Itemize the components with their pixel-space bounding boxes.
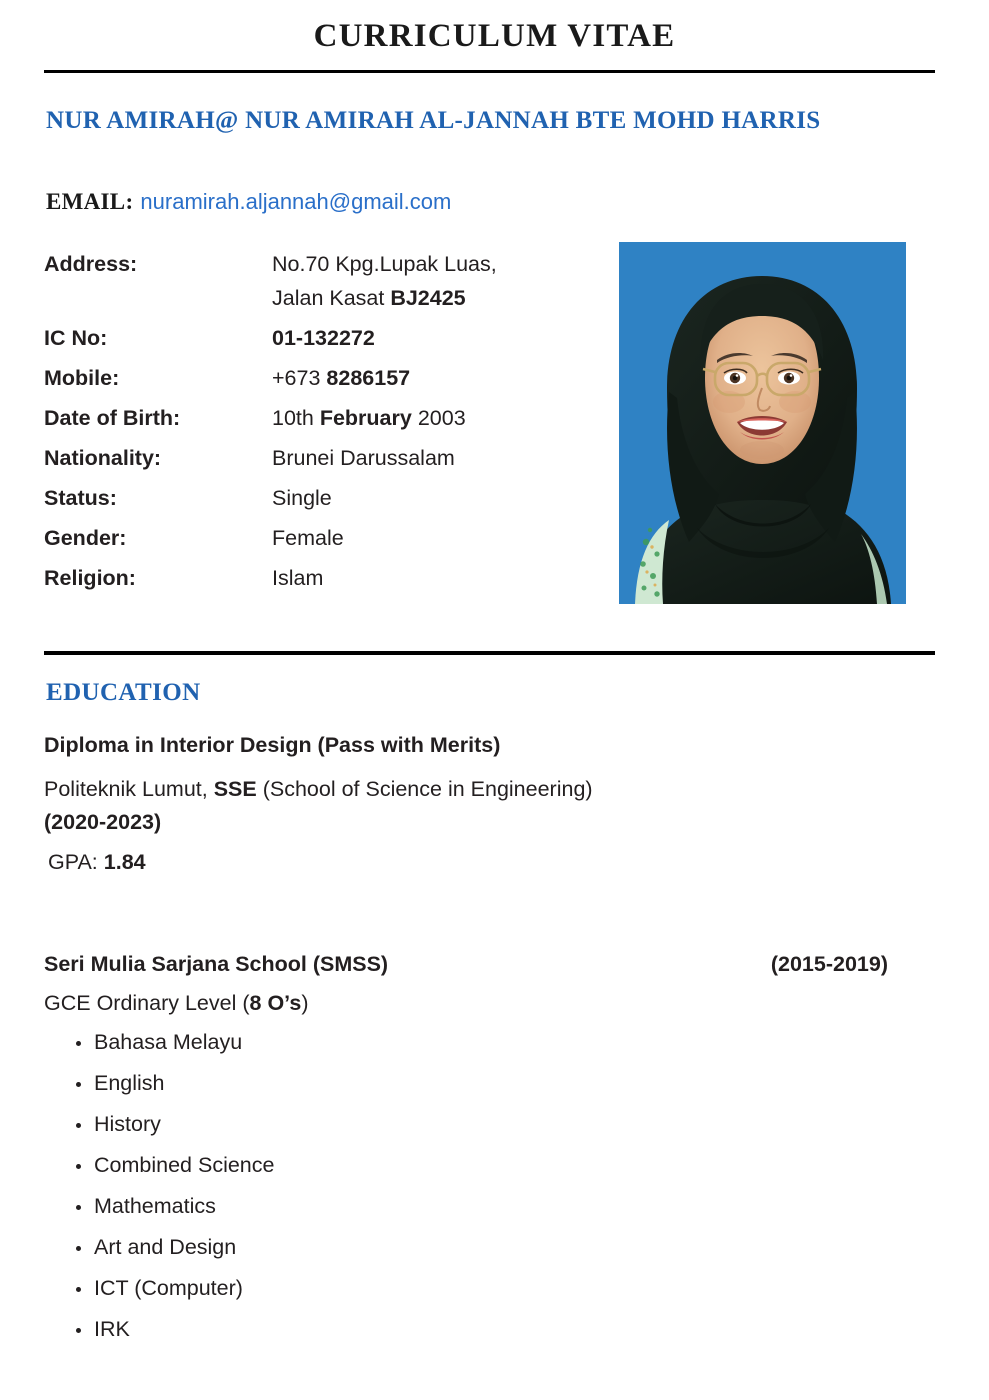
qualification-close: ) [301, 991, 309, 1015]
school-header-row [44, 948, 888, 980]
list-item: Bahasa Melayu [44, 1022, 888, 1063]
education-entry-diploma [44, 730, 924, 878]
mobile-country-code: +673 [272, 366, 327, 390]
degree-title: Diploma in Interior Design (Pass with Merits) [44, 733, 501, 757]
school-name: Seri Mulia Sarjana School (SMSS) [44, 952, 389, 976]
detail-row-gender [44, 521, 604, 555]
detail-label: Gender: [44, 526, 127, 550]
detail-row-status [44, 481, 604, 515]
institution-expansion: (School of Science in Engineering) [256, 777, 593, 801]
detail-label: IC No: [44, 326, 108, 350]
mobile-number: 8286157 [326, 366, 411, 390]
institution-main: Politeknik Lumut, [44, 777, 214, 801]
email-label: EMAIL: [46, 189, 134, 214]
detail-row-date-of-birth [44, 401, 604, 435]
detail-label: Mobile: [44, 366, 120, 390]
address-postcode: BJ2425 [390, 286, 466, 310]
detail-value [272, 247, 497, 315]
diploma-years: (2020-2023) [44, 810, 162, 834]
detail-value [272, 321, 375, 355]
education-heading: EDUCATION [46, 679, 201, 706]
page-title: CURRICULUM VITAE [313, 18, 676, 54]
detail-value: Brunei Darussalam [272, 446, 455, 470]
list-item: History [44, 1104, 888, 1145]
detail-value [272, 361, 410, 395]
detail-row-mobile [44, 361, 604, 395]
list-item: Combined Science [44, 1145, 888, 1186]
subject-list [44, 1022, 888, 1350]
ic-number: 01-132272 [272, 326, 375, 350]
detail-label: Date of Birth: [44, 406, 181, 430]
list-item: IRK [44, 1309, 888, 1350]
email-link[interactable]: nuramirah.aljannah@gmail.com [140, 189, 452, 214]
section-divider [44, 651, 935, 655]
personal-details [44, 247, 604, 601]
qualification-count: 8 O’s [249, 991, 302, 1015]
detail-label: Status: [44, 486, 117, 510]
institution-name [44, 773, 924, 806]
email-row [46, 189, 451, 215]
detail-value: Single [272, 486, 332, 510]
detail-row-ic-no [44, 321, 604, 355]
dob-year: 2003 [411, 406, 466, 430]
institution-abbrev: SSE [213, 777, 257, 801]
detail-label: Address: [44, 252, 138, 276]
gpa-label: GPA: [48, 850, 104, 874]
list-item: English [44, 1063, 888, 1104]
address-line-2 [272, 281, 497, 315]
qualification-name: GCE Ordinary Level ( [44, 991, 250, 1015]
qualification-line [44, 986, 888, 1020]
dob-month: February [319, 406, 412, 430]
list-item: Art and Design [44, 1227, 888, 1268]
candidate-name: NUR AMIRAH@ NUR AMIRAH AL-JANNAH BTE MOHD HARRIS [46, 107, 821, 134]
detail-row-religion [44, 561, 604, 595]
address-street: Jalan Kasat [272, 286, 391, 310]
detail-value: Islam [272, 566, 324, 590]
detail-label: Nationality: [44, 446, 162, 470]
gpa-value: 1.84 [103, 850, 146, 874]
dob-day: 10th [272, 406, 320, 430]
list-item: Mathematics [44, 1186, 888, 1227]
education-entry-school [44, 948, 888, 1350]
detail-value [272, 401, 466, 435]
detail-label: Religion: [44, 566, 136, 590]
detail-row-address [44, 247, 604, 315]
gpa-row [48, 846, 924, 878]
header-divider [44, 70, 935, 73]
profile-photo [619, 242, 906, 604]
school-years: (2015-2019) [770, 952, 888, 976]
address-line-1: No.70 Kpg.Lupak Luas, [272, 252, 497, 276]
detail-row-nationality [44, 441, 604, 475]
detail-value: Female [272, 526, 344, 550]
list-item: ICT (Computer) [44, 1268, 888, 1309]
